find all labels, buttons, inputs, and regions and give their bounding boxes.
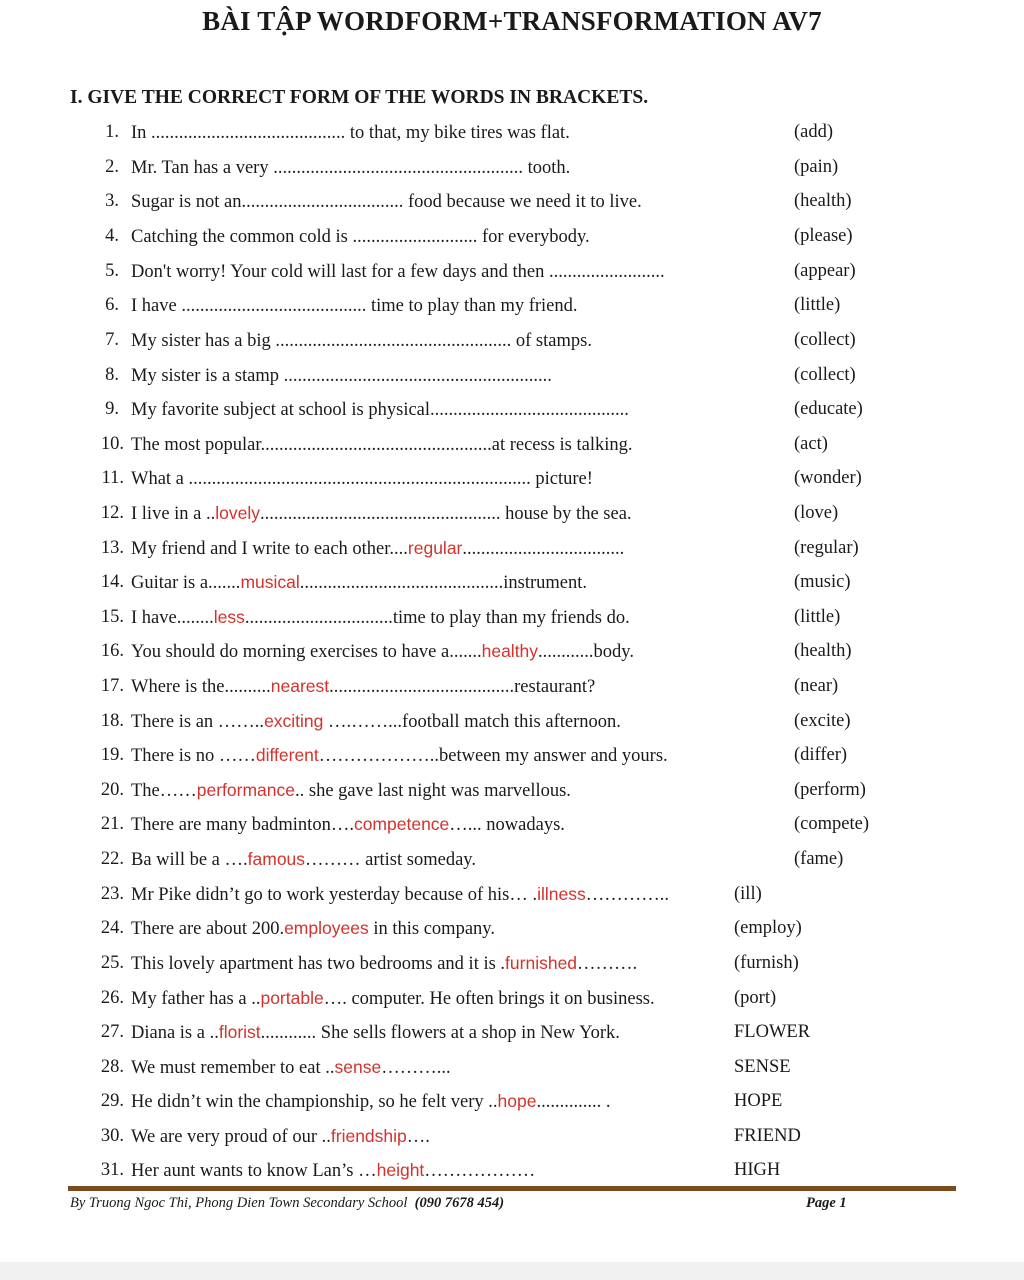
item-number: 11. bbox=[101, 468, 124, 488]
item-sentence bbox=[131, 394, 629, 425]
exercise-item bbox=[0, 602, 1024, 632]
sentence-after-blank: ............ She sells flowers at a shop in New York. bbox=[260, 1023, 620, 1043]
sentence-before-blank: The…… bbox=[131, 781, 197, 801]
sentence-after-blank: …. bbox=[406, 1127, 430, 1147]
word-hint: (perform) bbox=[794, 780, 866, 800]
item-number: 7. bbox=[105, 330, 119, 350]
sentence-after-blank: to that, my bike tires was flat. bbox=[345, 123, 570, 143]
sentence-after-blank: ………... bbox=[381, 1058, 451, 1078]
sentence-after-blank: ............body. bbox=[538, 642, 634, 662]
sentence-before-blank: Her aunt wants to know Lan’s … bbox=[131, 1161, 377, 1181]
word-hint: (act) bbox=[794, 434, 828, 454]
footer-author: By Truong Ngoc Thi, Phong Dien Town Secondary School bbox=[70, 1195, 408, 1211]
sentence-before-blank: Mr. Tan has a very ...................................................... bbox=[131, 158, 523, 178]
word-hint: (wonder) bbox=[794, 468, 862, 488]
item-number: 26. bbox=[100, 988, 124, 1008]
item-number: 18. bbox=[100, 711, 124, 731]
item-number: 3. bbox=[105, 191, 119, 211]
word-hint: (little) bbox=[794, 607, 841, 627]
handwritten-answer: friendship bbox=[330, 1126, 407, 1146]
exercise-item bbox=[0, 360, 1024, 390]
sentence-before-blank: Diana is a .. bbox=[131, 1023, 219, 1043]
word-hint: (near) bbox=[794, 676, 839, 696]
sentence-before-blank: I have........ bbox=[131, 608, 214, 628]
sentence-after-blank: food because we need it to live. bbox=[403, 192, 642, 212]
sentence-after-blank: in this company. bbox=[368, 919, 495, 939]
exercise-item bbox=[0, 1017, 1024, 1047]
exercise-item bbox=[0, 1086, 1024, 1116]
item-sentence bbox=[131, 809, 565, 840]
item-sentence bbox=[131, 498, 632, 529]
exercise-item bbox=[0, 775, 1024, 805]
sentence-after-blank: ………. bbox=[577, 954, 638, 974]
word-hint: (port) bbox=[734, 988, 777, 1008]
item-sentence bbox=[131, 983, 655, 1014]
sentence-before-blank: He didn’t win the championship, so he felt very .. bbox=[131, 1092, 498, 1112]
sentence-before-blank: In .......................................... bbox=[131, 123, 346, 143]
word-hint: HIGH bbox=[734, 1160, 781, 1180]
item-number: 14. bbox=[100, 572, 124, 592]
sentence-before-blank: There is an …….. bbox=[131, 712, 265, 732]
item-sentence bbox=[131, 360, 552, 391]
word-hint: (appear) bbox=[794, 261, 856, 281]
exercise-item bbox=[0, 463, 1024, 493]
sentence-before-blank: This lovely apartment has two bedrooms and it is . bbox=[131, 954, 506, 974]
sentence-after-blank: ……………… bbox=[424, 1161, 536, 1181]
item-sentence bbox=[131, 256, 665, 287]
item-sentence bbox=[131, 1017, 620, 1048]
sentence-after-blank: at recess is talking. bbox=[491, 435, 633, 455]
exercise-item bbox=[0, 1121, 1024, 1151]
sentence-after-blank: for everybody. bbox=[477, 227, 590, 247]
sentence-before-blank: Ba will be a …. bbox=[131, 850, 248, 870]
handwritten-answer: height bbox=[376, 1160, 425, 1180]
sentence-after-blank: …. computer. He often brings it on business. bbox=[323, 989, 655, 1009]
item-number: 17. bbox=[100, 676, 124, 696]
word-hint: (compete) bbox=[794, 814, 869, 834]
word-hint: FLOWER bbox=[734, 1022, 811, 1042]
handwritten-answer: musical bbox=[240, 572, 300, 592]
exercise-item bbox=[0, 186, 1024, 216]
item-sentence bbox=[131, 602, 630, 633]
footer-divider bbox=[68, 1186, 956, 1191]
item-number: 6. bbox=[105, 295, 119, 315]
sentence-after-blank: .. she gave last night was marvellous. bbox=[295, 781, 571, 801]
item-number: 27. bbox=[100, 1022, 124, 1042]
item-number: 30. bbox=[100, 1126, 124, 1146]
sentence-before-blank: There are about 200. bbox=[131, 919, 285, 939]
exercise-item bbox=[0, 636, 1024, 666]
exercise-item bbox=[0, 948, 1024, 978]
word-hint: (furnish) bbox=[734, 953, 799, 973]
handwritten-answer: exciting bbox=[264, 711, 324, 731]
item-number: 13. bbox=[100, 538, 124, 558]
item-sentence bbox=[131, 152, 570, 183]
handwritten-answer: different bbox=[255, 745, 319, 765]
item-sentence bbox=[131, 567, 587, 598]
bottom-strip bbox=[0, 1262, 1024, 1280]
word-hint: (differ) bbox=[794, 745, 848, 765]
exercise-item bbox=[0, 256, 1024, 286]
exercise-item bbox=[0, 567, 1024, 597]
word-hint: (fame) bbox=[794, 849, 844, 869]
item-sentence bbox=[131, 671, 595, 702]
word-hint: (little) bbox=[794, 295, 841, 315]
sentence-before-blank: My father has a .. bbox=[131, 989, 261, 1009]
item-number: 20. bbox=[100, 780, 124, 800]
exercise-item bbox=[0, 533, 1024, 563]
sentence-after-blank: ................................... bbox=[462, 539, 625, 559]
sentence-before-blank: My sister is a stamp .......................................................... bbox=[131, 366, 552, 386]
item-number: 29. bbox=[100, 1091, 124, 1111]
handwritten-answer: competence bbox=[353, 814, 450, 834]
exercise-item bbox=[0, 706, 1024, 736]
item-sentence bbox=[131, 1121, 430, 1152]
item-number: 24. bbox=[100, 918, 124, 938]
exercise-item bbox=[0, 1155, 1024, 1185]
exercise-item bbox=[0, 740, 1024, 770]
sentence-after-blank: ........................................restaurant? bbox=[329, 677, 596, 697]
handwritten-answer: sense bbox=[334, 1057, 382, 1077]
sentence-before-blank: The most popular.................................................. bbox=[131, 435, 492, 455]
handwritten-answer: performance bbox=[196, 780, 296, 800]
exercise-item bbox=[0, 221, 1024, 251]
exercise-item bbox=[0, 809, 1024, 839]
page-number: Page 1 bbox=[806, 1195, 847, 1211]
sentence-before-blank: I live in a .. bbox=[131, 504, 216, 524]
handwritten-answer: famous bbox=[247, 849, 306, 869]
sentence-before-blank: I have ........................................ bbox=[131, 296, 367, 316]
exercise-item bbox=[0, 290, 1024, 320]
handwritten-answer: illness bbox=[537, 884, 586, 904]
sentence-before-blank: My sister has a big ................................................... bbox=[131, 331, 512, 351]
item-number: 25. bbox=[100, 953, 124, 973]
footer-credit bbox=[70, 1195, 504, 1212]
handwritten-answer: furnished bbox=[505, 953, 578, 973]
footer-phone: (090 7678 454) bbox=[414, 1195, 505, 1211]
exercise-item bbox=[0, 913, 1024, 943]
sentence-after-blank: time to play than my friend. bbox=[366, 296, 578, 316]
word-hint: (music) bbox=[794, 572, 851, 592]
item-number: 28. bbox=[100, 1057, 124, 1077]
handwritten-answer: florist bbox=[218, 1022, 261, 1042]
item-sentence bbox=[131, 706, 621, 737]
word-hint: FRIEND bbox=[734, 1126, 801, 1146]
item-sentence bbox=[131, 844, 476, 875]
handwritten-answer: regular bbox=[407, 538, 463, 558]
word-hint: (add) bbox=[794, 122, 834, 142]
sentence-after-blank: …... nowadays. bbox=[449, 815, 565, 835]
section-heading: I. GIVE THE CORRECT FORM OF THE WORDS IN BRACKETS. bbox=[70, 87, 649, 108]
sentence-after-blank: ................................time to play than my friends do. bbox=[244, 608, 630, 628]
exercise-item bbox=[0, 429, 1024, 459]
item-sentence bbox=[131, 290, 578, 321]
item-sentence bbox=[131, 1086, 610, 1117]
sentence-before-blank: We are very proud of our .. bbox=[131, 1127, 331, 1147]
item-number: 5. bbox=[105, 261, 119, 281]
exercise-item bbox=[0, 671, 1024, 701]
item-number: 8. bbox=[105, 365, 119, 385]
sentence-after-blank: ……… artist someday. bbox=[305, 850, 476, 870]
handwritten-answer: nearest bbox=[270, 676, 330, 696]
item-sentence bbox=[131, 1052, 451, 1083]
item-sentence bbox=[131, 186, 642, 217]
item-sentence bbox=[131, 1155, 535, 1186]
item-sentence bbox=[131, 463, 593, 494]
sentence-before-blank: There are many badminton…. bbox=[131, 815, 354, 835]
sentence-before-blank: We must remember to eat .. bbox=[131, 1058, 335, 1078]
sentence-after-blank: .............. . bbox=[536, 1092, 611, 1112]
sentence-after-blank: ………….. bbox=[585, 885, 669, 905]
exercise-item bbox=[0, 1052, 1024, 1082]
item-sentence bbox=[131, 221, 590, 252]
sentence-before-blank: Where is the.......... bbox=[131, 677, 271, 697]
handwritten-answer: hope bbox=[497, 1091, 537, 1111]
exercise-item bbox=[0, 844, 1024, 874]
exercise-item bbox=[0, 879, 1024, 909]
sentence-after-blank: tooth. bbox=[522, 158, 571, 178]
sentence-after-blank: ………………..between my answer and yours. bbox=[318, 746, 668, 766]
sentence-before-blank: My friend and I write to each other.... bbox=[131, 539, 408, 559]
word-hint: (collect) bbox=[794, 330, 856, 350]
item-number: 31. bbox=[100, 1160, 124, 1180]
sentence-after-blank: of stamps. bbox=[511, 331, 592, 351]
exercise-item bbox=[0, 325, 1024, 355]
word-hint: (ill) bbox=[734, 884, 762, 904]
exercise-item bbox=[0, 498, 1024, 528]
item-number: 12. bbox=[100, 503, 124, 523]
handwritten-answer: portable bbox=[260, 988, 324, 1008]
item-number: 22. bbox=[100, 849, 124, 869]
item-number: 23. bbox=[100, 884, 124, 904]
sentence-before-blank: There is no …… bbox=[131, 746, 256, 766]
word-hint: (educate) bbox=[794, 399, 863, 419]
item-sentence bbox=[131, 533, 624, 564]
sentence-before-blank: What a .......................................................................... bbox=[131, 469, 531, 489]
word-hint: (regular) bbox=[794, 538, 859, 558]
item-number: 1. bbox=[105, 122, 119, 142]
exercise-item bbox=[0, 394, 1024, 424]
sentence-before-blank: Guitar is a....... bbox=[131, 573, 241, 593]
word-hint: (pain) bbox=[794, 157, 839, 177]
item-sentence bbox=[131, 117, 570, 148]
word-hint: (health) bbox=[794, 641, 852, 661]
item-sentence bbox=[131, 775, 571, 806]
exercise-item bbox=[0, 152, 1024, 182]
word-hint: HOPE bbox=[734, 1091, 783, 1111]
exercise-item bbox=[0, 117, 1024, 147]
word-hint: (please) bbox=[794, 226, 853, 246]
item-number: 15. bbox=[100, 607, 124, 627]
sentence-before-blank: Don't worry! Your cold will last for a few days and then ......................... bbox=[131, 262, 665, 282]
exercise-item bbox=[0, 983, 1024, 1013]
sentence-after-blank: ….……...football match this afternoon. bbox=[323, 712, 621, 732]
page-title: BÀI TẬP WORDFORM+TRANSFORMATION AV7 bbox=[202, 6, 822, 36]
sentence-before-blank: Sugar is not an................................... bbox=[131, 192, 404, 212]
item-sentence bbox=[131, 325, 592, 356]
item-sentence bbox=[131, 429, 633, 460]
sentence-before-blank: Catching the common cold is ........................... bbox=[131, 227, 478, 247]
item-sentence bbox=[131, 913, 495, 944]
item-number: 2. bbox=[105, 157, 119, 177]
item-number: 9. bbox=[105, 399, 119, 419]
handwritten-answer: healthy bbox=[481, 641, 539, 661]
item-sentence bbox=[131, 740, 668, 771]
item-sentence bbox=[131, 879, 669, 910]
handwritten-answer: less bbox=[213, 607, 245, 627]
word-hint: (employ) bbox=[734, 918, 802, 938]
handwritten-answer: employees bbox=[284, 918, 369, 938]
sentence-after-blank: picture! bbox=[530, 469, 593, 489]
item-number: 10. bbox=[100, 434, 124, 454]
word-hint: (love) bbox=[794, 503, 839, 523]
handwritten-answer: lovely bbox=[215, 503, 261, 523]
item-number: 19. bbox=[100, 745, 124, 765]
item-number: 21. bbox=[100, 814, 124, 834]
sentence-after-blank: ............................................instrument. bbox=[299, 573, 588, 593]
word-hint: (excite) bbox=[794, 711, 851, 731]
sentence-after-blank: .................................................... house by the sea. bbox=[260, 504, 632, 524]
item-number: 4. bbox=[105, 226, 119, 246]
word-hint: SENSE bbox=[734, 1057, 791, 1077]
word-hint: (collect) bbox=[794, 365, 856, 385]
item-sentence bbox=[131, 636, 634, 667]
sentence-before-blank: My favorite subject at school is physical........................................... bbox=[131, 400, 629, 420]
item-number: 16. bbox=[100, 641, 124, 661]
word-hint: (health) bbox=[794, 191, 852, 211]
sentence-before-blank: You should do morning exercises to have a....... bbox=[131, 642, 482, 662]
item-sentence bbox=[131, 948, 637, 979]
sentence-before-blank: Mr Pike didn’t go to work yesterday because of his… . bbox=[131, 885, 538, 905]
